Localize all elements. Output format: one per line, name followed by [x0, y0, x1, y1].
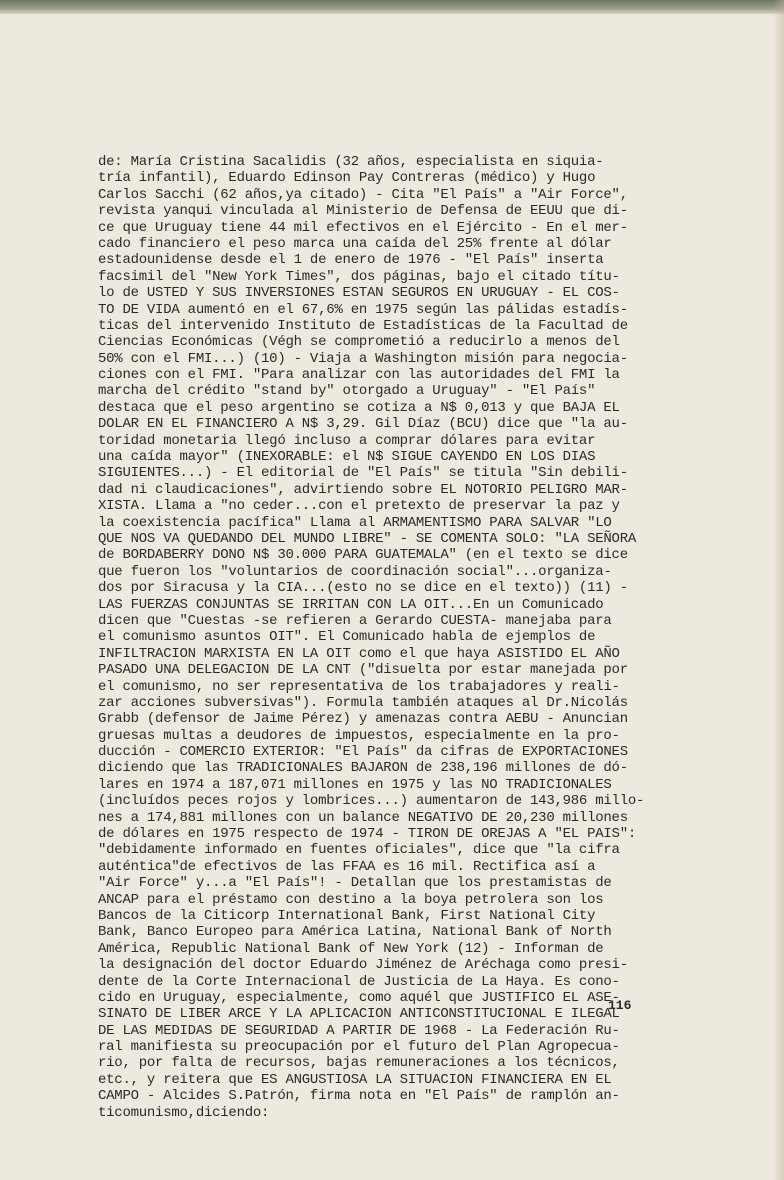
text-line: Ciencias Económicas (Végh se comprometió a reducirlo a menos del — [98, 334, 620, 351]
text-line: de BORDABERRY DONO N$ 30.000 PARA GUATEMALA" (en el texto se dice — [98, 547, 628, 564]
page-top-edge — [0, 0, 784, 14]
text-line: destaca que el peso argentino se cotiza a N$ 0,013 y que BAJA EL — [98, 399, 620, 416]
typewritten-body — [98, 154, 698, 1121]
page-right-edge — [772, 0, 784, 1180]
text-line: zar acciones subversivas"). Formula también ataques al Dr.Nicolás — [98, 694, 628, 711]
text-line: facsimil del "New York Times", dos páginas, bajo el citado títu- — [98, 268, 620, 285]
text-line: auténtica"de efectivos de las FFAA es 16 mil. Rectifica así a — [98, 858, 596, 875]
text-line: DOLAR EN EL FINANCIERO A N$ 3,29. Gil Díaz (BCU) dice que "la au- — [98, 416, 628, 433]
text-line: cido en Uruguay, especialmente, como aquél que JUSTIFICO EL ASE- — [98, 989, 620, 1006]
text-line: ANCAP para el préstamo con destino a la boya petrolera son los — [98, 891, 604, 908]
text-line: estadounidense desde el 1 de enero de 1976 - "El País" inserta — [98, 252, 604, 269]
text-line: dad ni claudicaciones", advirtiendo sobre EL NOTORIO PELIGRO MAR- — [98, 481, 628, 498]
text-line: ducción - COMERCIO EXTERIOR: "El País" da cifras de EXPORTACIONES — [98, 744, 628, 761]
text-line: ce que Uruguay tiene 44 mil efectivos en el Ejército - En el mer- — [98, 219, 628, 236]
text-line: ciones con el FMI. "Para analizar con las autoridades del FMI la — [98, 367, 620, 384]
text-line: revista yanqui vinculada al Ministerio de Defensa de EEUU que di- — [98, 203, 628, 220]
text-line: una caída mayor" (INEXORABLE: el N$ SIGUE CAYENDO EN LOS DIAS — [98, 449, 596, 466]
text-line: la coexistencia pacífica" Llama al ARMAMENTISMO PARA SALVAR "LO — [98, 514, 612, 531]
text-line: gruesas multas a deudores de impuestos, especialmente en la pro- — [98, 727, 620, 744]
text-line: cado financiero el peso marca una caída del 25% frente al dólar — [98, 235, 612, 252]
text-line: la designación del doctor Eduardo Jiménez de Aréchaga como presi- — [98, 957, 628, 974]
text-line: SINATO DE LIBER ARCE Y LA APLICACION ANTICONSTITUCIONAL E ILEGAL — [98, 1006, 620, 1023]
text-line: ticomunismo,diciendo: — [98, 1104, 270, 1121]
text-line: "debidamente informado en fuentes oficiales", dice que "la cifra — [98, 842, 620, 859]
text-line: "Air Force" y...a "El País"! - Detallan que los prestamistas de — [98, 875, 612, 892]
text-line: CAMPO - Alcides S.Patrón, firma nota en "El País" de ramplón an- — [98, 1088, 620, 1105]
text-line: el comunismo asuntos OIT". El Comunicado habla de ejemplos de — [98, 629, 596, 646]
text-line: nes a 174,881 millones con un balance NEGATIVO DE 20,230 millones — [98, 809, 628, 826]
text-line: 50% con el FMI...) (10) - Viaja a Washington misión para negocia- — [98, 350, 628, 367]
text-line: que fueron los "voluntarios de coordinación social"...organiza- — [98, 563, 612, 580]
text-line: (incluídos peces rojos y lombrices...) aumentaron de 143,986 millo- — [98, 793, 645, 810]
text-line: Bank, Banco Europeo para América Latina, National Bank of North — [98, 924, 612, 941]
text-line: tría infantil), Eduardo Edinson Pay Contreras (médico) y Hugo — [98, 170, 596, 187]
text-line: Bancos de la Citicorp International Bank, First National City — [98, 907, 596, 924]
text-line: ral manifiesta su preocupación por el futuro del Plan Agropecua- — [98, 1039, 620, 1056]
text-line: América, Republic National Bank of New York (12) - Informan de — [98, 940, 604, 957]
text-line: PASADO UNA DELEGACION DE LA CNT ("disuelta por estar manejada por — [98, 662, 628, 679]
text-line: etc., y reitera que ES ANGUSTIOSA LA SITUACION FINANCIERA EN EL — [98, 1071, 612, 1088]
text-line: QUE NOS VA QUEDANDO DEL MUNDO LIBRE" - SE COMENTA SOLO: "LA SEÑORA — [98, 530, 636, 547]
text-line: de: María Cristina Sacalidis (32 años, especialista en siquia- — [98, 154, 604, 170]
text-line: SIGUIENTES...) - El editorial de "El País" se titula "Sin debili- — [98, 465, 628, 482]
text-line: marcha del crédito "stand by" otorgado a Uruguay" - "El País" — [98, 383, 596, 400]
text-line: dos por Siracusa y la CIA...(esto no se dice en el texto)) (11) - — [98, 580, 628, 597]
text-line: Carlos Sacchi (62 años,ya citado) - Cita "El País" a "Air Force", — [98, 186, 628, 203]
text-line: TO DE VIDA aumentó en el 67,6% en 1975 según las pálidas estadís- — [98, 301, 628, 318]
text-line: el comunismo, no ser representativa de los trabajadores y reali- — [98, 678, 620, 695]
text-line: dicen que "Cuestas -se refieren a Gerardo CUESTA- manejaba para — [98, 612, 612, 629]
text-line: XISTA. Llama a "no ceder...con el pretexto de preservar la paz y — [98, 498, 620, 515]
text-line: rio, por falta de recursos, bajas remuneraciones a los técnicos, — [98, 1055, 620, 1072]
text-line: toridad monetaria llegó incluso a comprar dólares para evitar — [98, 432, 596, 449]
text-line: LAS FUERZAS CONJUNTAS SE IRRITAN CON LA OIT...En un Comunicado — [98, 596, 604, 613]
text-line: lo de USTED Y SUS INVERSIONES ESTAN SEGUROS EN URUGUAY - EL COS- — [98, 285, 620, 302]
text-line: INFILTRACION MARXISTA EN LA OIT como el que haya ASISTIDO EL AÑO — [98, 645, 620, 662]
text-line: lares en 1974 a 187,071 millones en 1975 y las NO TRADICIONALES — [98, 776, 612, 793]
text-line: dente de la Corte Internacional de Justicia de La Haya. Es cono- — [98, 973, 620, 990]
text-line: diciendo que las TRADICIONALES BAJARON de 238,196 millones de dó- — [98, 760, 628, 777]
text-line: DE LAS MEDIDAS DE SEGURIDAD A PARTIR DE 1968 - La Federación Ru- — [98, 1022, 620, 1039]
text-line: ticas del intervenido Instituto de Estadísticas de la Facultad de — [98, 317, 628, 334]
text-line: Grabb (defensor de Jaime Pérez) y amenazas contra AEBU - Anuncian — [98, 711, 628, 728]
page-number: 116 — [608, 998, 632, 1013]
text-line: de dólares en 1975 respecto de 1974 - TIRON DE OREJAS A "EL PAIS": — [98, 826, 636, 843]
